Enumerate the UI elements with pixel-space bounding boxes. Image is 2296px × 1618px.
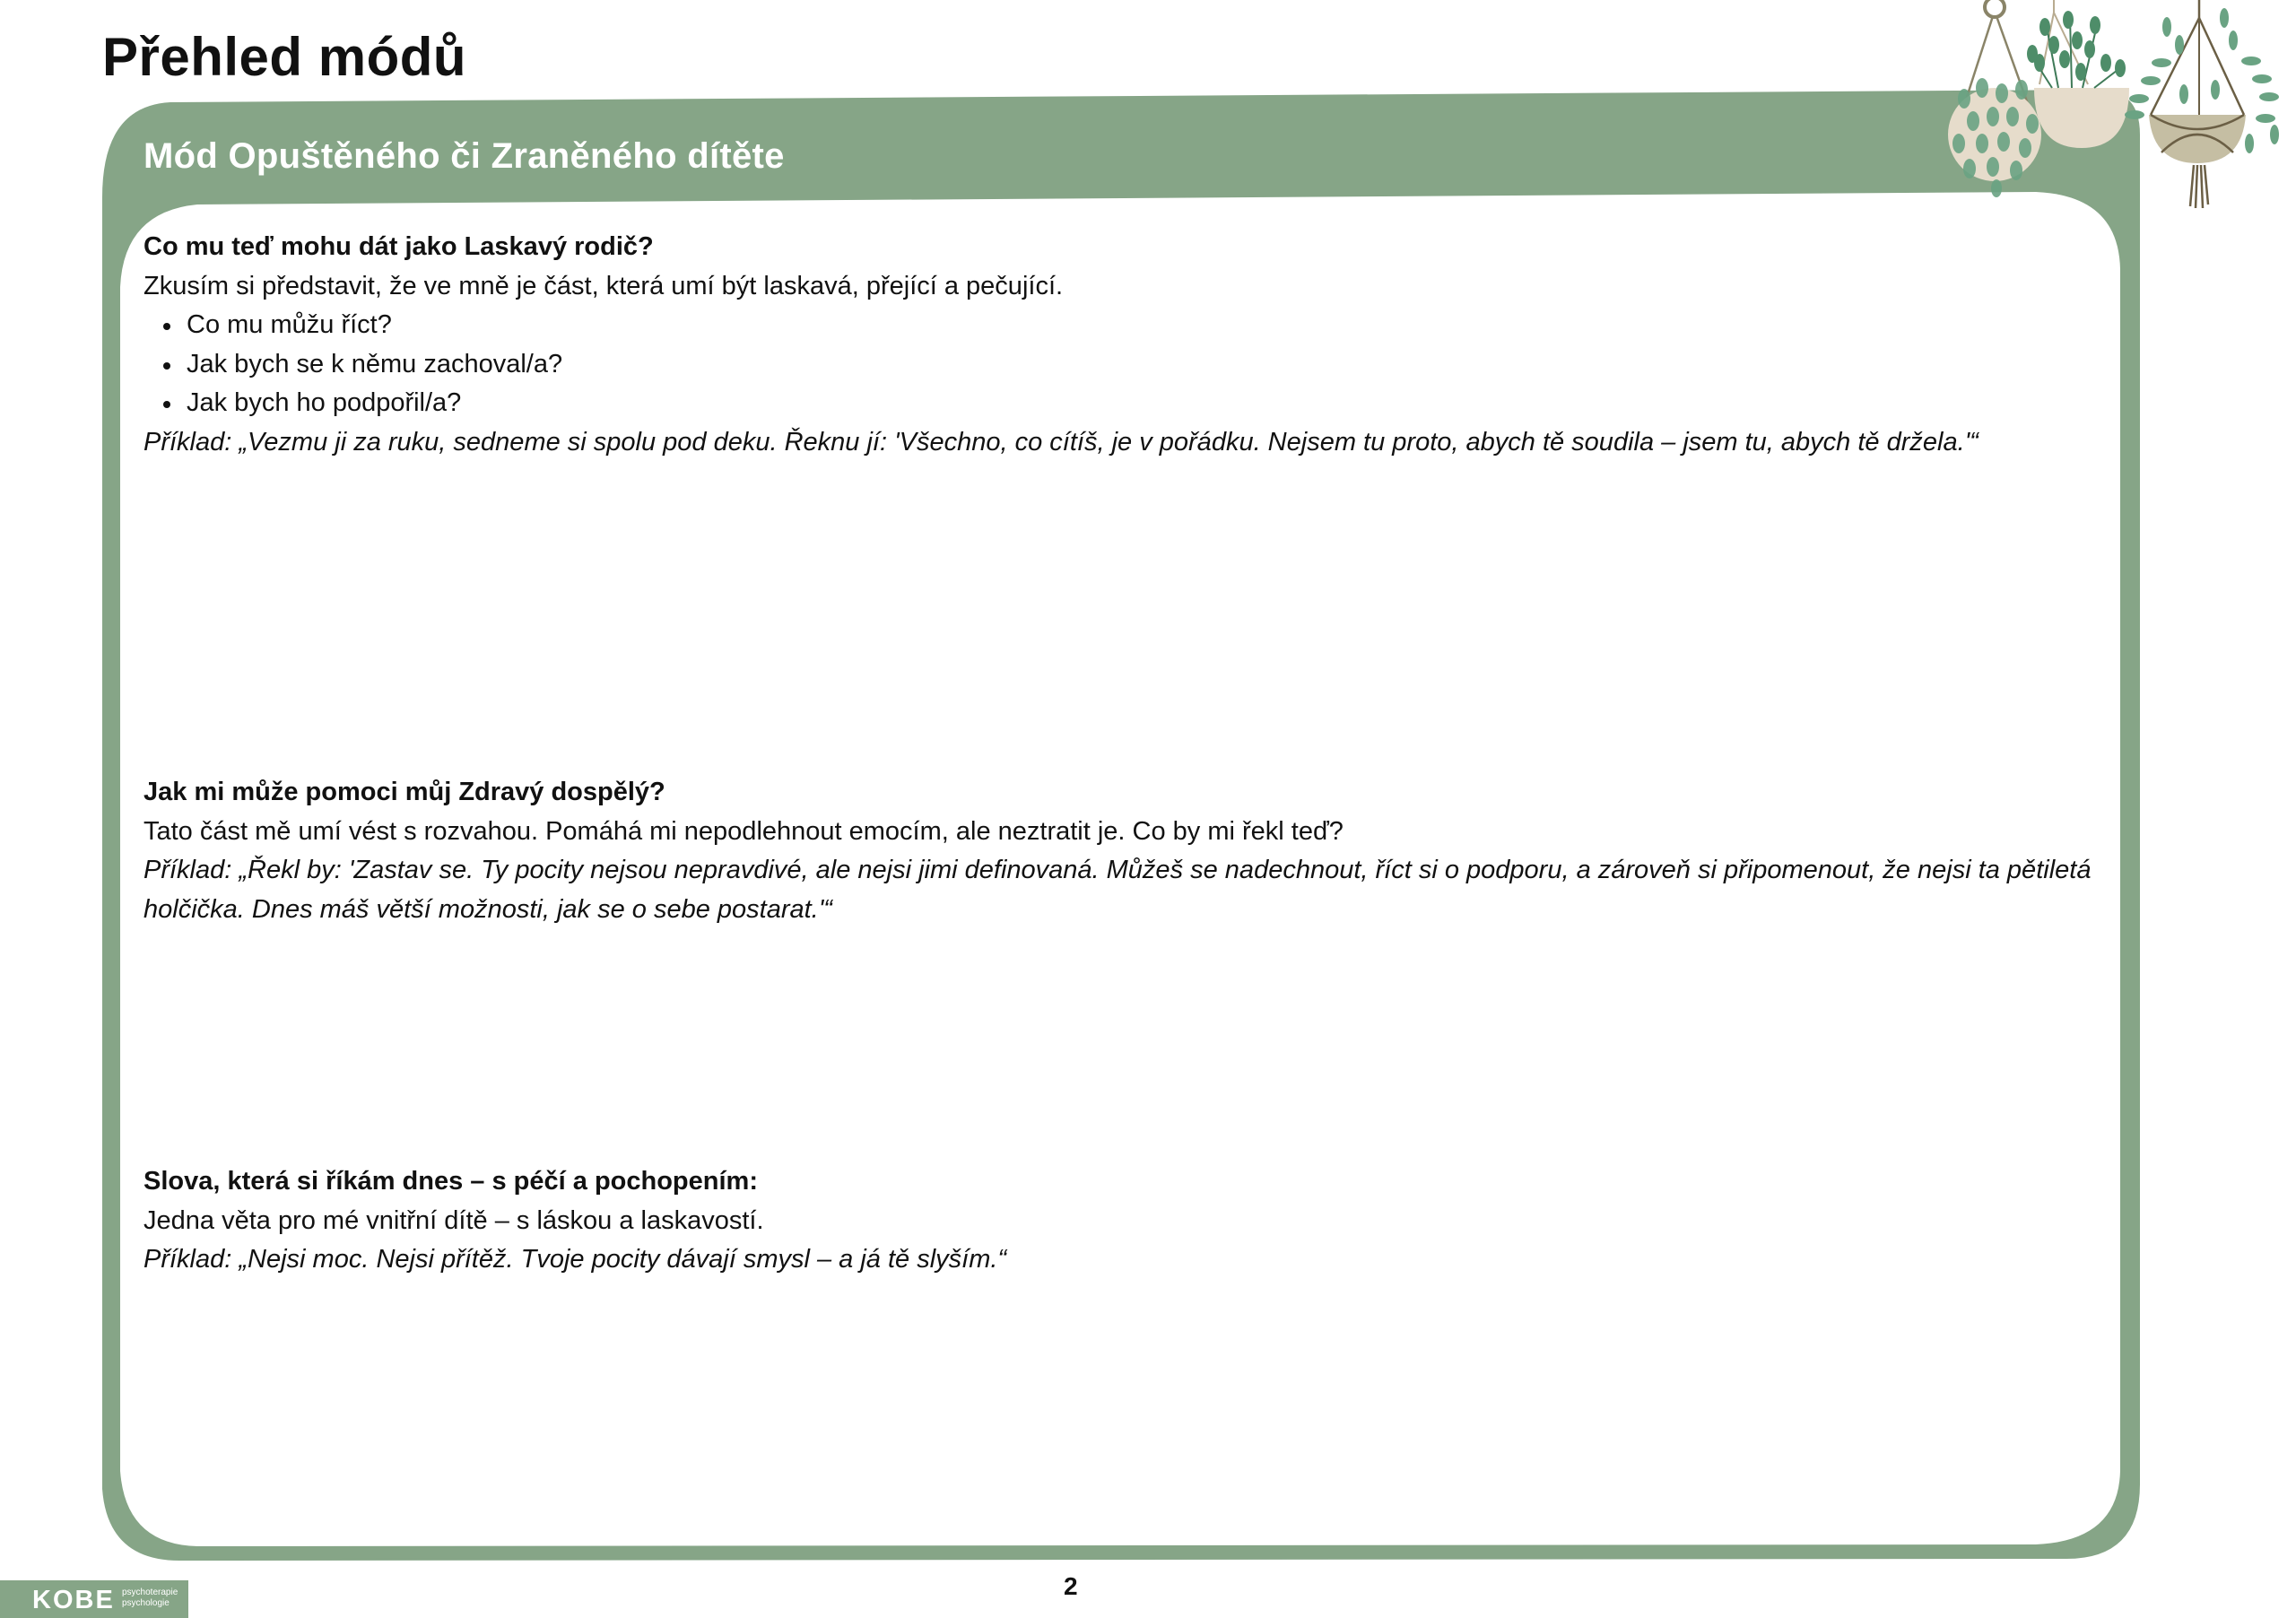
mode-title: Mód Opuštěného či Zraněného dítěte bbox=[144, 136, 785, 176]
section-heading: Co mu teď mohu dát jako Laskavý rodič? bbox=[144, 232, 654, 261]
section-heading: Jak mi může pomoci můj Zdravý dospělý? bbox=[144, 778, 665, 806]
section-example: Příklad: „Nejsi moc. Nejsi přítěž. Tvoje pocity dávají smysl – a já tě slyším.“ bbox=[144, 1245, 1007, 1274]
page-number: 2 bbox=[1064, 1572, 1078, 1600]
brand-name: KOBE bbox=[32, 1586, 115, 1614]
section-intro: Jedna věta pro mé vnitřní dítě – s láskou a laskavostí. bbox=[144, 1205, 764, 1235]
section-loving-parent bbox=[144, 228, 2099, 462]
question-list bbox=[144, 306, 2099, 423]
list-item-text: Jak bych se k němu zachoval/a? bbox=[187, 349, 563, 378]
page-title: Přehled módů bbox=[102, 27, 467, 87]
brand-tagline-1: psychoterapie bbox=[122, 1588, 178, 1597]
section-healthy-adult bbox=[144, 773, 2099, 929]
bullet-icon bbox=[163, 401, 170, 408]
list-item-text: Co mu můžu říct? bbox=[187, 310, 392, 339]
hanging-plants-icon bbox=[1946, 0, 2296, 215]
list-item bbox=[187, 384, 2099, 423]
hanging-pot-1-icon bbox=[1948, 0, 2041, 197]
section-example: Příklad: „Vezmu ji za ruku, sedneme si spolu pod deku. Řeknu jí: 'Všechno, co cítíš, je v pořádku. Nejsem tu proto, abych tě soudila – jsem tu, abych tě držela.'“ bbox=[144, 427, 1979, 457]
hanging-pot-2-icon bbox=[2027, 0, 2129, 148]
list-item bbox=[187, 345, 2099, 385]
section-intro: Tato část mě umí vést s rozvahou. Pomáhá mi nepodlehnout emocím, ale neztratit je. Co by mi řekl teď? bbox=[144, 816, 1344, 846]
section-example: Příklad: „Řekl by: 'Zastav se. Ty pocity nejsou nepravdivé, ale nejsi jimi definovaná. Můžeš se nadechnout, říct si o podporu, a zároveň si připomenout, že nejsi ta pětiletá holčička. Dnes máš větší možnosti, jak se o sebe postarat.'“ bbox=[144, 856, 2092, 924]
section-heading: Slova, která si říkám dnes – s péčí a pochopením: bbox=[144, 1167, 758, 1196]
bullet-icon bbox=[163, 323, 170, 330]
hanging-pot-3-icon bbox=[2125, 0, 2279, 208]
list-item bbox=[187, 306, 2099, 345]
bullet-icon bbox=[163, 362, 170, 370]
section-words-today bbox=[144, 1162, 2099, 1280]
section-intro: Zkusím si představit, že ve mně je část, která umí být laskavá, přející a pečující. bbox=[144, 271, 1064, 300]
list-item-text: Jak bych ho podpořil/a? bbox=[187, 388, 462, 417]
brand-tagline-2: psychologie bbox=[122, 1598, 170, 1608]
